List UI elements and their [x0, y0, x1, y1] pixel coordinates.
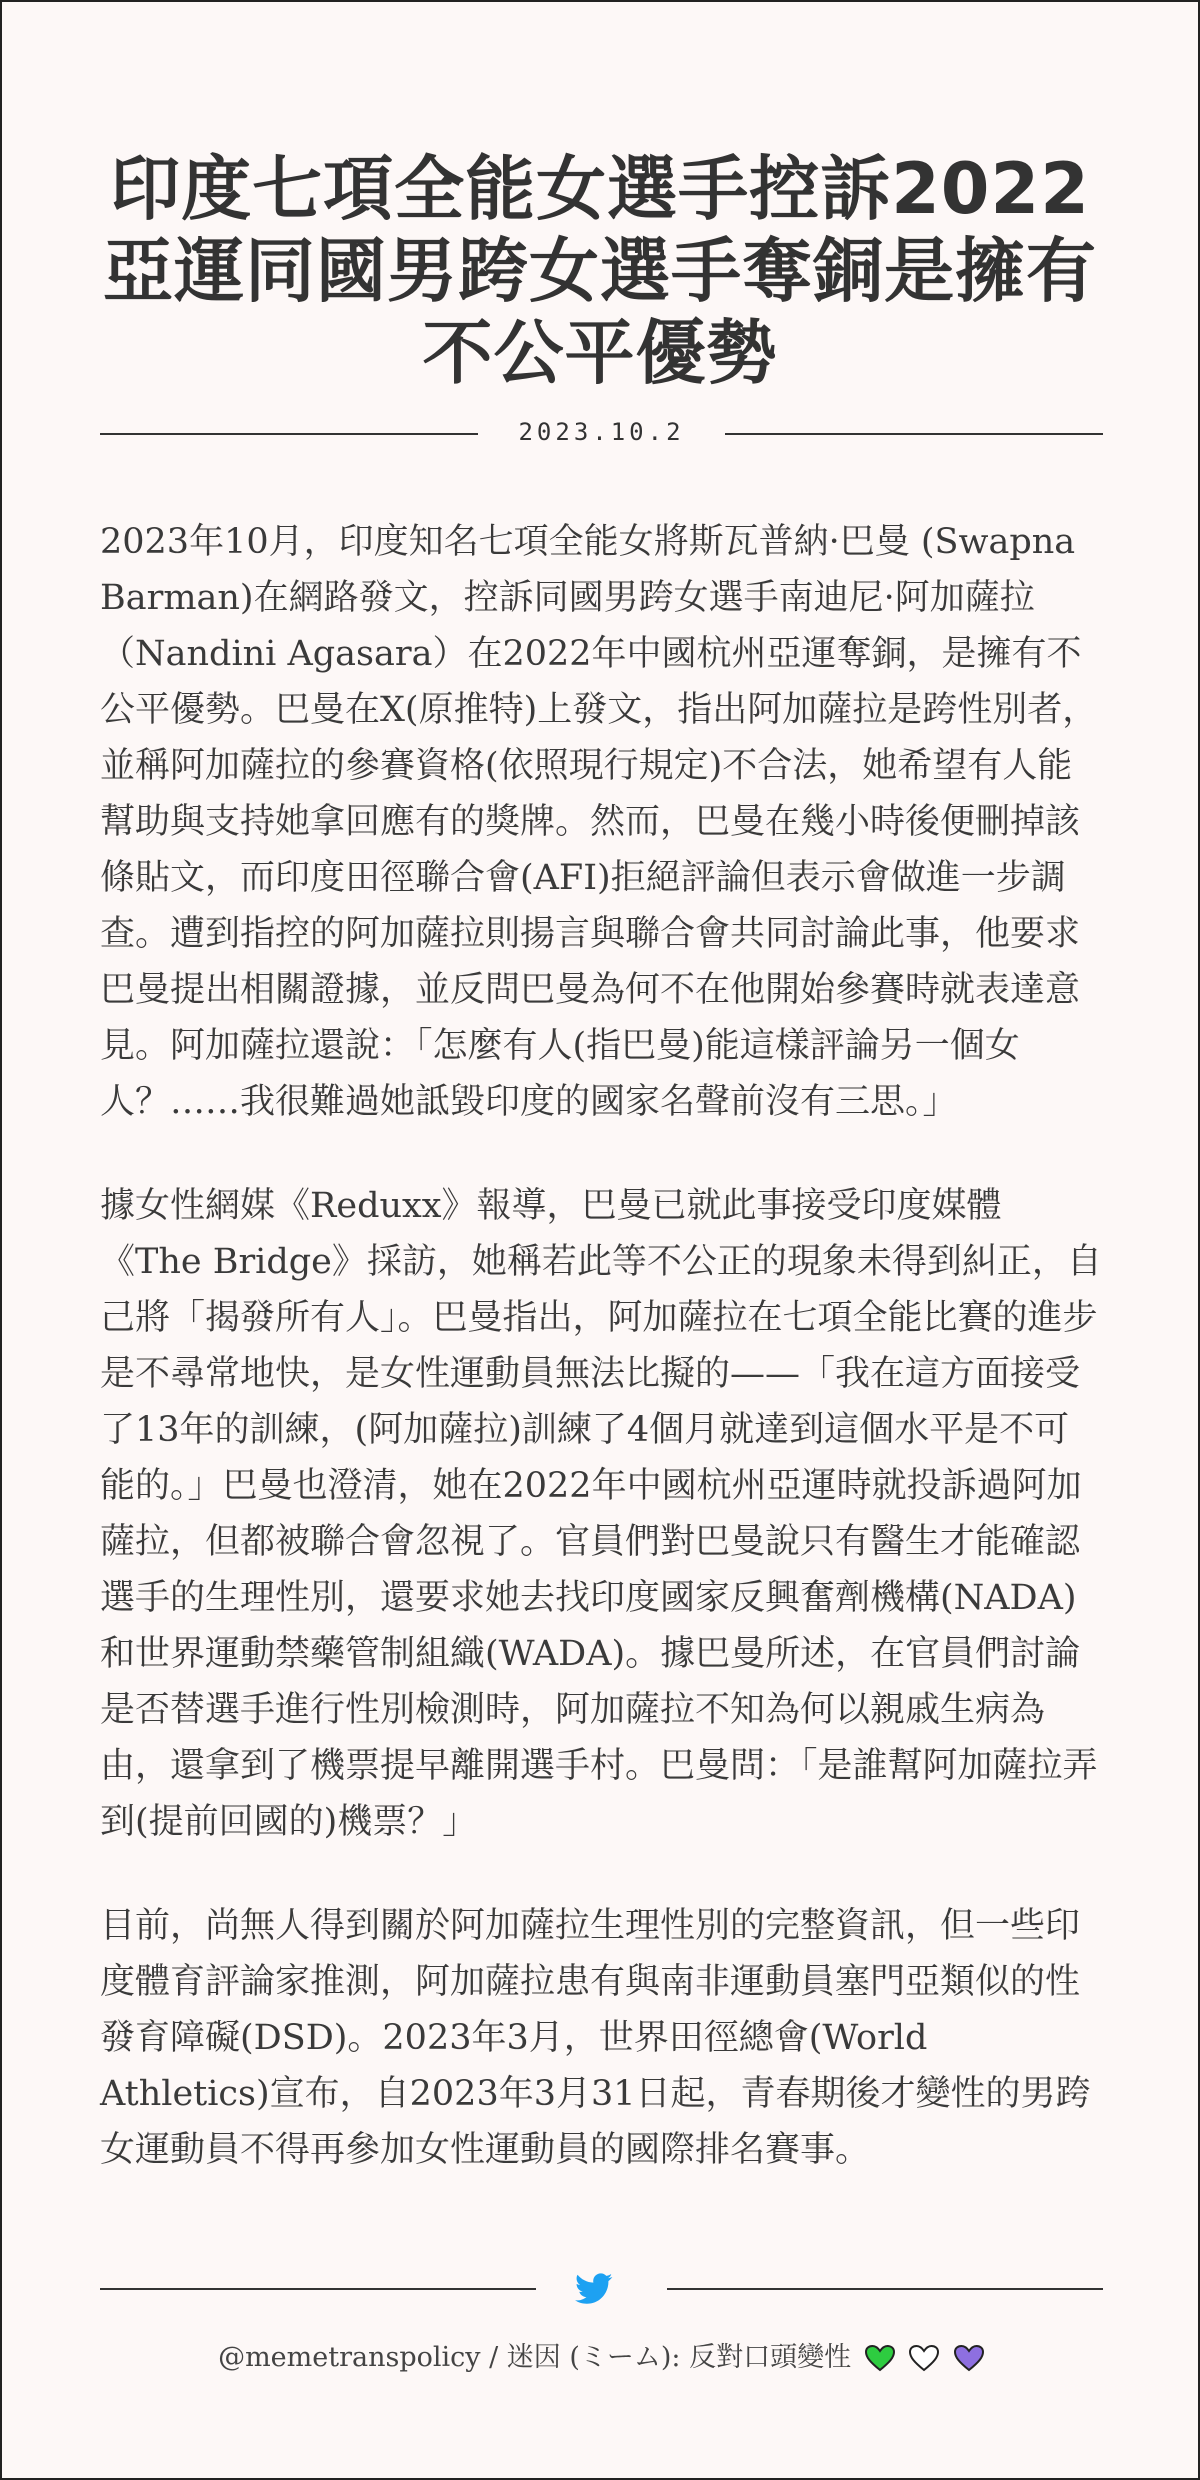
date-divider-left [100, 433, 478, 435]
article-body [100, 514, 1103, 2226]
footer-divider-left [100, 2288, 536, 2290]
footer-divider-right [667, 2288, 1103, 2290]
paragraph-1: 2023年10月，印度知名七項全能女將斯瓦普納·巴曼 (Swapna Barman)在網路發文，控訴同國男跨女選手南迪尼·阿加薩拉（Nandini Agasara）在2022年中國杭州亞運奪銅，是擁有不公平優勢。巴曼在X(原推特)上發文，指出阿加薩拉是跨性別者，並稱阿加薩拉的參賽資格(依照現行規定)不合法，她希望有人能幫助與支持她拿回應有的獎牌。然而，巴曼在幾小時後便刪掉該條貼文，而印度田徑聯合會(AFI)拒絕評論但表示會做進一步調查。遭到指控的阿加薩拉則揚言與聯合會共同討論此事，他要求巴曼提出相關證據，並反問巴曼為何不在他開始參賽時就表達意見。阿加薩拉還說：「怎麼有人(指巴曼)能這樣評論另一個女人？……我很難過她詆毀印度的國家名聲前沒有三思。」 [100, 522, 1098, 1122]
twitter-bird-icon [575, 2272, 613, 2306]
green-heart-icon [864, 2344, 896, 2372]
date-row [100, 414, 1103, 454]
article-title: 印度七項全能女選手控訴2022亞運同國男跨女選手奪銅是擁有不公平優勢 [103, 148, 1097, 394]
footer-credit [100, 2338, 1103, 2378]
article-date: 2023.10.2 [518, 418, 685, 446]
paragraph-3: 目前，尚無人得到關於阿加薩拉生理性別的完整資訊，但一些印度體育評論家推測，阿加薩拉患有與南非運動員塞門亞類似的性發育障礙(DSD)。2023年3月，世界田徑總會(World Athletics)宣布，自2023年3月31日起，青春期後才變性的男跨女運動員不得再參加女性運動員的國際排名賽事。 [100, 1906, 1091, 2170]
credit-text: @memetranspolicy / 迷因 (ミーム): 反對口頭變性 [218, 2342, 852, 2373]
footer-divider [100, 2270, 1103, 2310]
white-heart-icon [908, 2344, 940, 2372]
purple-heart-icon [953, 2344, 985, 2372]
paragraph-2: 據女性網媒《Reduxx》報導，巴曼已就此事接受印度媒體《The Bridge》採訪，她稱若此等不公正的現象未得到糾正，自己將「揭發所有人」。巴曼指出，阿加薩拉在七項全能比賽的進步是不尋常地快，是女性運動員無法比擬的——「我在這方面接受了13年的訓練，(阿加薩拉)訓練了4個月就達到這個水平是不可能的。」巴曼也澄清，她在2022年中國杭州亞運時就投訴過阿加薩拉，但都被聯合會忽視了。官員們對巴曼說只有醫生才能確認選手的生理性別，還要求她去找印度國家反興奮劑機構(NADA)和世界運動禁藥管制組織(WADA)。據巴曼所述，在官員們討論是否替選手進行性別檢測時，阿加薩拉不知為何以親戚生病為由，還拿到了機票提早離開選手村。巴曼問：「是誰幫阿加薩拉弄到(提前回國的)機票？」 [100, 1186, 1102, 1842]
date-divider-right [725, 433, 1103, 435]
